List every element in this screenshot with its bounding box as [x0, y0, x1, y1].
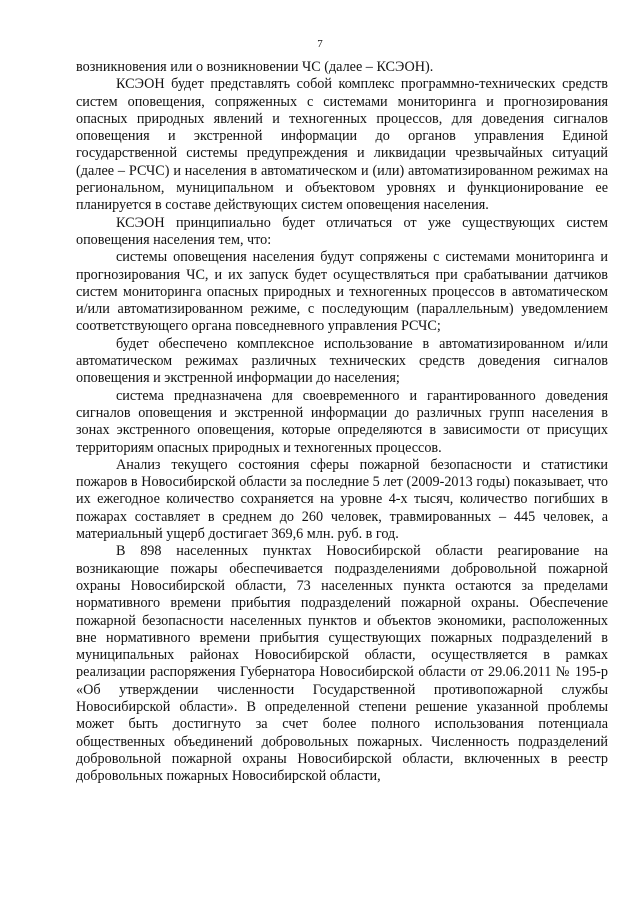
document-body [76, 59, 608, 785]
paragraph: возникновения или о возникновении ЧС (далее – КСЭОН). [76, 59, 434, 75]
paragraph: системы оповещения населения будут сопряжены с системами мониторинга и прогнозирования ЧС, и их запуск будет осуществляться при срабатывании датчиков систем мониторинга опасных природных и техногенных процессов в автоматическом и/или автоматизированном режиме, с последующим (параллельным) уведомлением соответствующего органа повседневного управления РСЧС; [76, 249, 608, 335]
paragraph: В 898 населенных пунктах Новосибирской области реагирование на возникающие пожары обеспечивается подразделениями добровольной пожарной охраны Новосибирской области, 73 населенных пункта остаются за пределами нормативного времени прибытия подразделений пожарной охраны. Обеспечение пожарной безопасности населенных пунктов и объектов экономики, расположенных вне нормативного времени прибытия существующих пожарных подразделений в муниципальных районах Новосибирской области, осуществляется в рамках реализации распоряжения Губернатора Новосибирской области от 29.06.2011 № 195-р «Об утверждении численности Государственной противопожарной службы Новосибирской области». В определенной степени решение указанной проблемы может быть достигнуто за счет более полного использования потенциала общественных объединений добровольных пожарных. Численность подразделений добровольной пожарной охраны Новосибирской области, включенных в реестр добровольных пожарных Новосибирской области, [76, 543, 608, 785]
paragraph: КСЭОН принципиально будет отличаться от уже существующих систем оповещения населения тем, что: [76, 214, 608, 248]
paragraph: будет обеспечено комплексное использование в автоматизированном и/или автоматическом режимах различных технических средств доведения сигналов оповещения и экстренной информации до населения; [76, 335, 608, 387]
paragraph: Анализ текущего состояния сферы пожарной безопасности и статистики пожаров в Новосибирской области за последние 5 лет (2009-2013 годы) показывает, что их ежегодное количество сохраняется на уровне 4-х тысяч, количество погибших в пожарах составляет в среднем до 260 человек, травмированных – 445 человек, а материальный ущерб достигает 369,6 млн. руб. в год. [76, 456, 608, 543]
page-number: 7 [317, 38, 323, 50]
paragraph: система предназначена для своевременного и гарантированного доведения сигналов оповещения и экстренной информации до различных групп населения в зонах экстренного оповещения, которые определяются в зависимости от присущих территориям опасных природных и техногенных процессов. [76, 387, 608, 456]
paragraph: КСЭОН будет представлять собой комплекс программно-технических средств систем оповещения, сопряженных с системами мониторинга и прогнозирования опасных природных явлений и техногенных процессов, для доведения сигналов оповещения и экстренной информации до органов управления Единой государственной системы предупреждения и ликвидации чрезвычайных ситуаций (далее – РСЧС) и населения в автоматическом и (или) автоматизированном режимах на региональном, муниципальном и объектовом уровнях и функционирование ее планируется в составе действующих систем оповещения населения. [76, 76, 608, 214]
